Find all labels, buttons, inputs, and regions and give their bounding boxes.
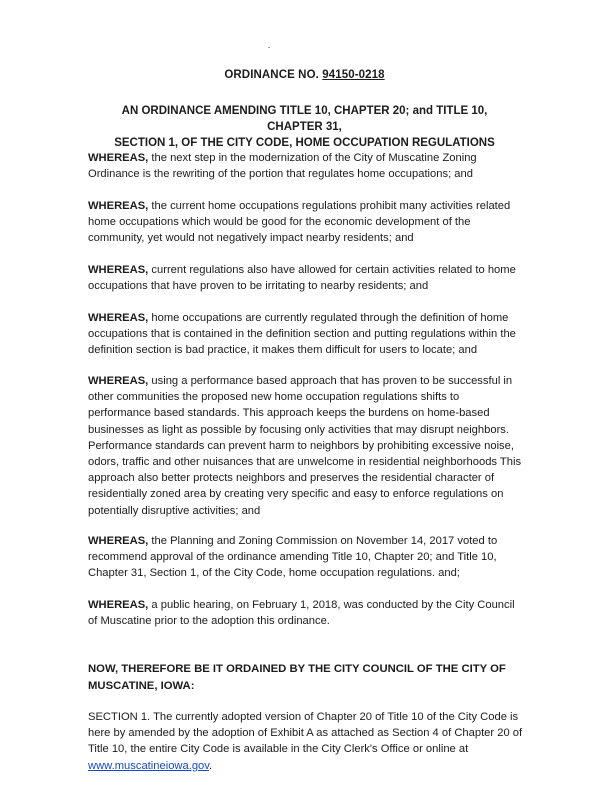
paragraph-text: the next step in the modernization of the City of Muscatine Zoning Ordinance is the rewriting of the portion that regulates home occupations; and <box>88 152 477 181</box>
whereas-label: WHEREAS, <box>88 535 149 547</box>
paragraph-text: current regulations also have allowed for certain activities related to home occupations that have proven to be irritating to nearby residents; and <box>88 264 516 293</box>
subtitle-line-2: SECTION 1, OF THE CITY CODE, HOME OCCUPATION REGULATIONS <box>114 137 495 149</box>
paragraph-text: home occupations are currently regulated through the definition of home occupations that is contained in the definition section and putting regulations within the definition section is bad practice, it makes them difficult for users to locate; and <box>88 312 516 357</box>
whereas-label: WHEREAS, <box>88 312 149 324</box>
ordinance-title <box>0 69 609 81</box>
whereas-paragraph-7 <box>88 597 524 629</box>
whereas-paragraph-6 <box>88 533 524 582</box>
whereas-paragraph-5 <box>88 373 524 519</box>
paragraph-text: the current home occupations regulations prohibit many activities related home occupations which would be good for the economic development of the community, yet would not negatively impact nearby residents; and <box>88 200 511 245</box>
scan-speck <box>268 47 270 48</box>
whereas-label: WHEREAS, <box>88 152 149 164</box>
ordinance-label: ORDINANCE NO. <box>224 69 319 81</box>
whereas-paragraph-3 <box>88 262 524 294</box>
whereas-paragraph-1 <box>88 150 524 182</box>
whereas-label: WHEREAS, <box>88 375 149 387</box>
whereas-paragraph-4 <box>88 310 524 359</box>
ordained-clause: NOW, THEREFORE BE IT ORDAINED BY THE CITY COUNCIL OF THE CITY OF MUSCATINE, IOWA: <box>88 663 506 692</box>
ordinance-number: 94150-0218 <box>322 69 385 81</box>
ordinance-subtitle <box>100 103 509 151</box>
section-1-end: . <box>209 759 213 772</box>
whereas-label: WHEREAS, <box>88 264 149 276</box>
whereas-paragraph-2 <box>88 198 524 247</box>
paragraph-text: a public hearing, on February 1, 2018, was conducted by the City Council of Muscatine prior to the adoption this ordinance. <box>88 599 515 628</box>
paragraph-text: the Planning and Zoning Commission on November 14, 2017 voted to recommend approval of the ordinance amending Title 10, Chapter 20; and Title 10, Chapter 31, Section 1, of the City Code, home occupation regulations. and; <box>88 535 498 580</box>
subtitle-line-1: AN ORDINANCE AMENDING TITLE 10, CHAPTER 20; and TITLE 10, CHAPTER 31, <box>121 105 488 133</box>
whereas-label: WHEREAS, <box>88 599 149 611</box>
website-link[interactable]: www.muscatineiowa.gov <box>88 759 210 772</box>
paragraph-text: using a performance based approach that has proven to be successful in other communities the proposed new home occupation regulations shifts to performance based standards. This approach keeps the burdens on home-based businesses as light as possible by focusing only activities that may disrupt neighbors. Performance standards can prevent harm to neighbors by prohibiting excessive noise, odors, traffic and other nuisances that are unwelcome in residential neighborhoods This approach also better protects neighbors and preserves the residential character of residentially zoned area by creating very specific and easy to enforce regulations on potentially disruptive activities; and <box>88 375 522 517</box>
section-1-paragraph <box>88 709 524 774</box>
section-1-text: SECTION 1. The currently adopted version of Chapter 20 of Title 10 of the City Code is here by amended by the adoption of Exhibit A as attached as Section 4 of Chapter 20 of Title 10, the entire City Code is available in the City Clerk's Office or online at <box>88 711 523 756</box>
whereas-label: WHEREAS, <box>88 200 149 212</box>
